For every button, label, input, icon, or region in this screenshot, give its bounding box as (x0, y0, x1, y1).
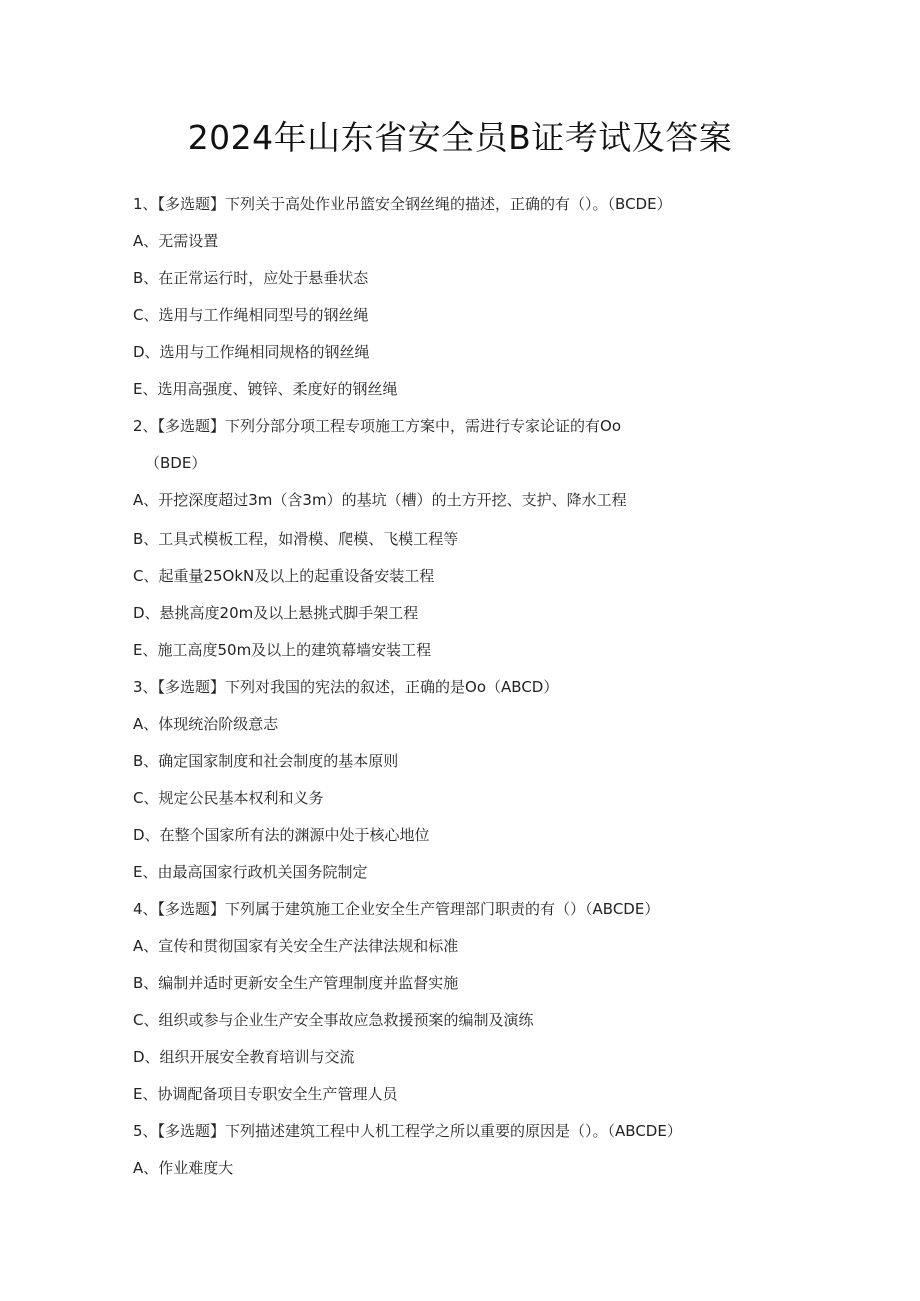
question-1-stem: 1、【多选题】下列关于高处作业吊篮安全钢丝绳的描述，正确的有（）。（BCDE） (133, 195, 672, 213)
question-1-option-c: C、选用与工作绳相同型号的钢丝绳 (133, 306, 369, 324)
question-4-option-c: C、组织或参与企业生产安全事故应急救援预案的编制及演练 (133, 1011, 534, 1029)
question-5-option-a: A、作业难度大 (133, 1159, 234, 1177)
question-3-option-a: A、体现统治阶级意志 (133, 715, 279, 733)
question-2-stem: 2、【多选题】下列分部分项工程专项施工方案中，需进行专家论证的有Oo (133, 417, 622, 435)
question-4-option-a: A、宣传和贯彻国家有关安全生产法律法规和标准 (133, 937, 459, 955)
question-2-option-c: C、起重量25OkN及以上的起重设备安装工程 (133, 567, 435, 585)
question-4-option-d: D、组织开展安全教育培训与交流 (133, 1048, 355, 1066)
question-3-stem: 3、【多选题】下列对我国的宪法的叙述，正确的是Oo（ABCD） (133, 678, 559, 696)
question-3-option-d: D、在整个国家所有法的渊源中处于核心地位 (133, 826, 430, 844)
document-title: 2024年山东省安全员B证考试及答案 (187, 118, 733, 157)
question-1-option-b: B、在正常运行时，应处于悬垂状态 (133, 269, 369, 287)
question-2-answer: （BDE） (145, 454, 207, 472)
question-1-option-e: E、选用高强度、镀锌、柔度好的钢丝绳 (133, 380, 398, 398)
question-4-option-e: E、协调配备项目专职安全生产管理人员 (133, 1085, 398, 1103)
question-2-option-e: E、施工高度50m及以上的建筑幕墙安装工程 (133, 641, 432, 659)
question-3-option-c: C、规定公民基本权利和义务 (133, 789, 324, 807)
question-1-option-a: A、无需设置 (133, 232, 219, 250)
question-1-option-d: D、选用与工作绳相同规格的钢丝绳 (133, 343, 370, 361)
question-5-stem: 5、【多选题】下列描述建筑工程中人机工程学之所以重要的原因是（）。（ABCDE） (133, 1122, 682, 1140)
question-3-option-b: B、确定国家制度和社会制度的基本原则 (133, 752, 399, 770)
question-2-option-b: B、工具式模板工程，如滑模、爬模、飞模工程等 (133, 530, 459, 548)
question-4-option-b: B、编制并适时更新安全生产管理制度并监督实施 (133, 974, 459, 992)
question-4-stem: 4、【多选题】下列属于建筑施工企业安全生产管理部门职责的有（）（ABCDE） (133, 900, 660, 918)
question-3-option-e: E、由最高国家行政机关国务院制定 (133, 863, 368, 881)
question-2-option-d: D、悬挑高度20m及以上悬挑式脚手架工程 (133, 604, 419, 622)
question-2-option-a: A、开挖深度超过3m（含3m）的基坑（槽）的土方开挖、支护、降水工程 (133, 491, 627, 509)
